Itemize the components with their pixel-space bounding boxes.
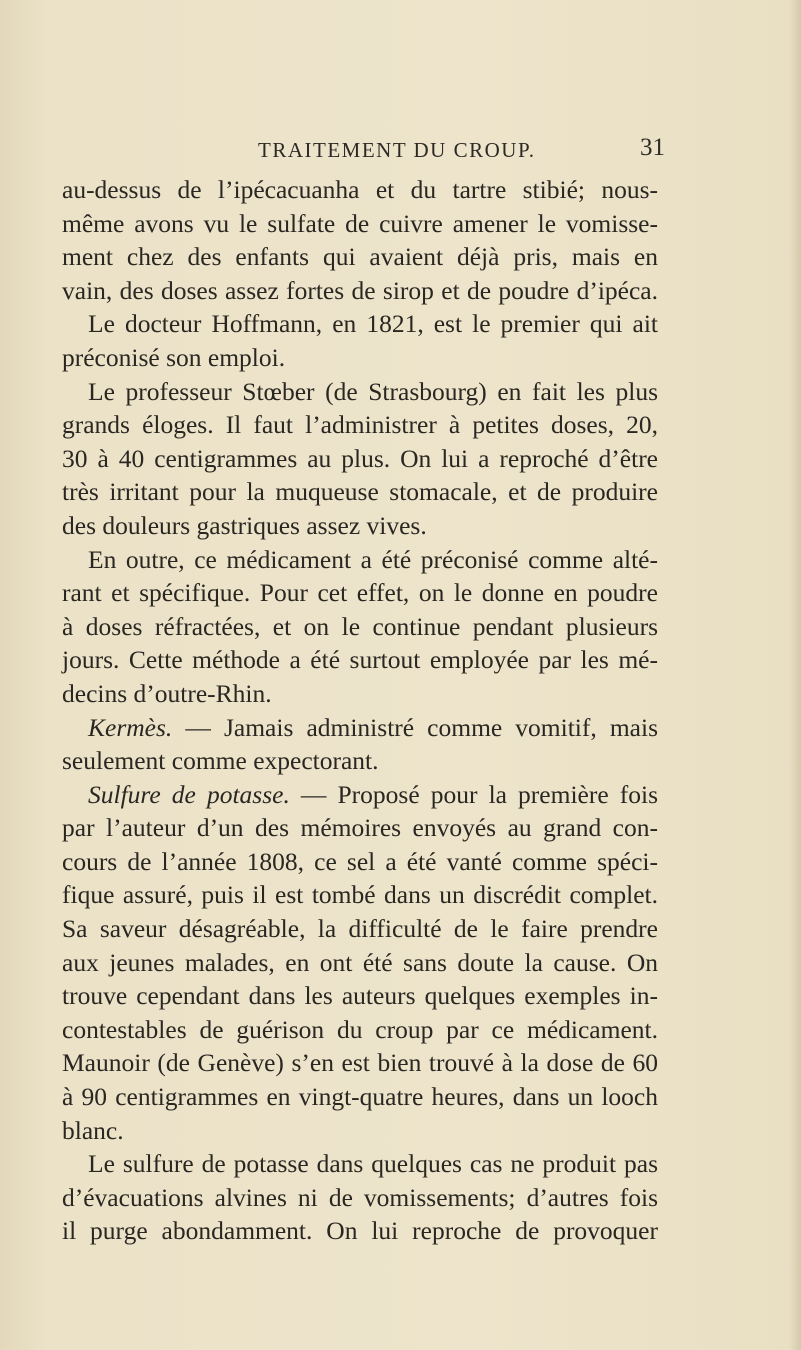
text-line: trouve cependant dans les auteurs quelques exemples in-	[62, 981, 658, 1011]
text-line: rant et spécifique. Pour cet effet, on le donne en poudre	[62, 578, 658, 608]
page-edge-shadow	[789, 0, 801, 1350]
text-line: En outre, ce médicament a été préconisé comme alté-	[88, 544, 658, 574]
text-line: Le sulfure de potasse dans quelques cas ne produit pas	[88, 1149, 658, 1179]
text-line: préconisé son emploi.	[62, 342, 286, 372]
text-line: Kermès. — Jamais administré comme vomitif, mais	[88, 712, 658, 742]
section-heading-sulfure: Sulfure de potasse.	[88, 779, 290, 809]
text-line: aux jeunes malades, en ont été sans doute la cause. On	[62, 947, 658, 977]
page-header	[0, 134, 801, 168]
text-line: au-dessus de l’ipécacuanha et du tartre stibié; nous-	[62, 175, 658, 204]
text-line: fique assuré, puis il est tombé dans un discrédit complet.	[62, 880, 658, 910]
text-line: Le docteur Hoffmann, en 1821, est le premier qui ait	[88, 309, 658, 339]
text-line: decins d’outre-Rhin.	[62, 678, 272, 708]
text-line: 30 à 40 centigrammes au plus. On lui a reproché d’être	[62, 443, 658, 473]
text-line: vain, des doses assez fortes de sirop et de poudre d’ipéca.	[62, 275, 658, 305]
text-line: des douleurs gastriques assez vives.	[62, 510, 427, 540]
text-line: même avons vu le sulfate de cuivre amener le vomisse-	[62, 208, 658, 238]
text-line: cours de l’année 1808, ce sel a été vanté comme spéci-	[62, 846, 658, 876]
running-title: TRAITEMENT DU CROUP.	[258, 138, 536, 162]
page-number: 31	[640, 134, 665, 161]
text-line: Le professeur Stœber (de Strasbourg) en fait les plus	[88, 376, 658, 406]
text-line: Maunoir (de Genève) s’en est bien trouvé à la dose de 60	[62, 1048, 658, 1078]
text-line: par l’auteur d’un des mémoires envoyés au grand con-	[62, 813, 658, 843]
text-line: ment chez des enfants qui avaient déjà pris, mais en	[62, 242, 658, 272]
section-heading-kermes: Kermès.	[88, 712, 173, 742]
text-line: très irritant pour la muqueuse stomacale, et de produire	[62, 477, 658, 507]
text-line: Sulfure de potasse. — Proposé pour la première fois	[88, 779, 658, 809]
text-line: blanc.	[62, 1115, 124, 1145]
text-line: Sa saveur désagréable, la difficulté de le faire prendre	[62, 914, 658, 944]
text-line: il purge abondamment. On lui reproche de provoquer	[62, 1216, 658, 1246]
text-line: à 90 centigrammes en vingt-quatre heures, dans un looch	[62, 1082, 658, 1112]
text-line: jours. Cette méthode a été surtout employée par les mé-	[62, 645, 658, 675]
text-line: contestables de guérison du croup par ce médicament.	[62, 1014, 658, 1044]
text-line: d’évacuations alvines ni de vomissements; d’autres fois	[62, 1182, 658, 1212]
text-line: seulement comme expectorant.	[62, 746, 379, 776]
text-line: grands éloges. Il faut l’administrer à petites doses, 20,	[62, 410, 658, 440]
body-text	[62, 173, 658, 1248]
text-line: à doses réfractées, et on le continue pendant plusieurs	[62, 611, 658, 641]
